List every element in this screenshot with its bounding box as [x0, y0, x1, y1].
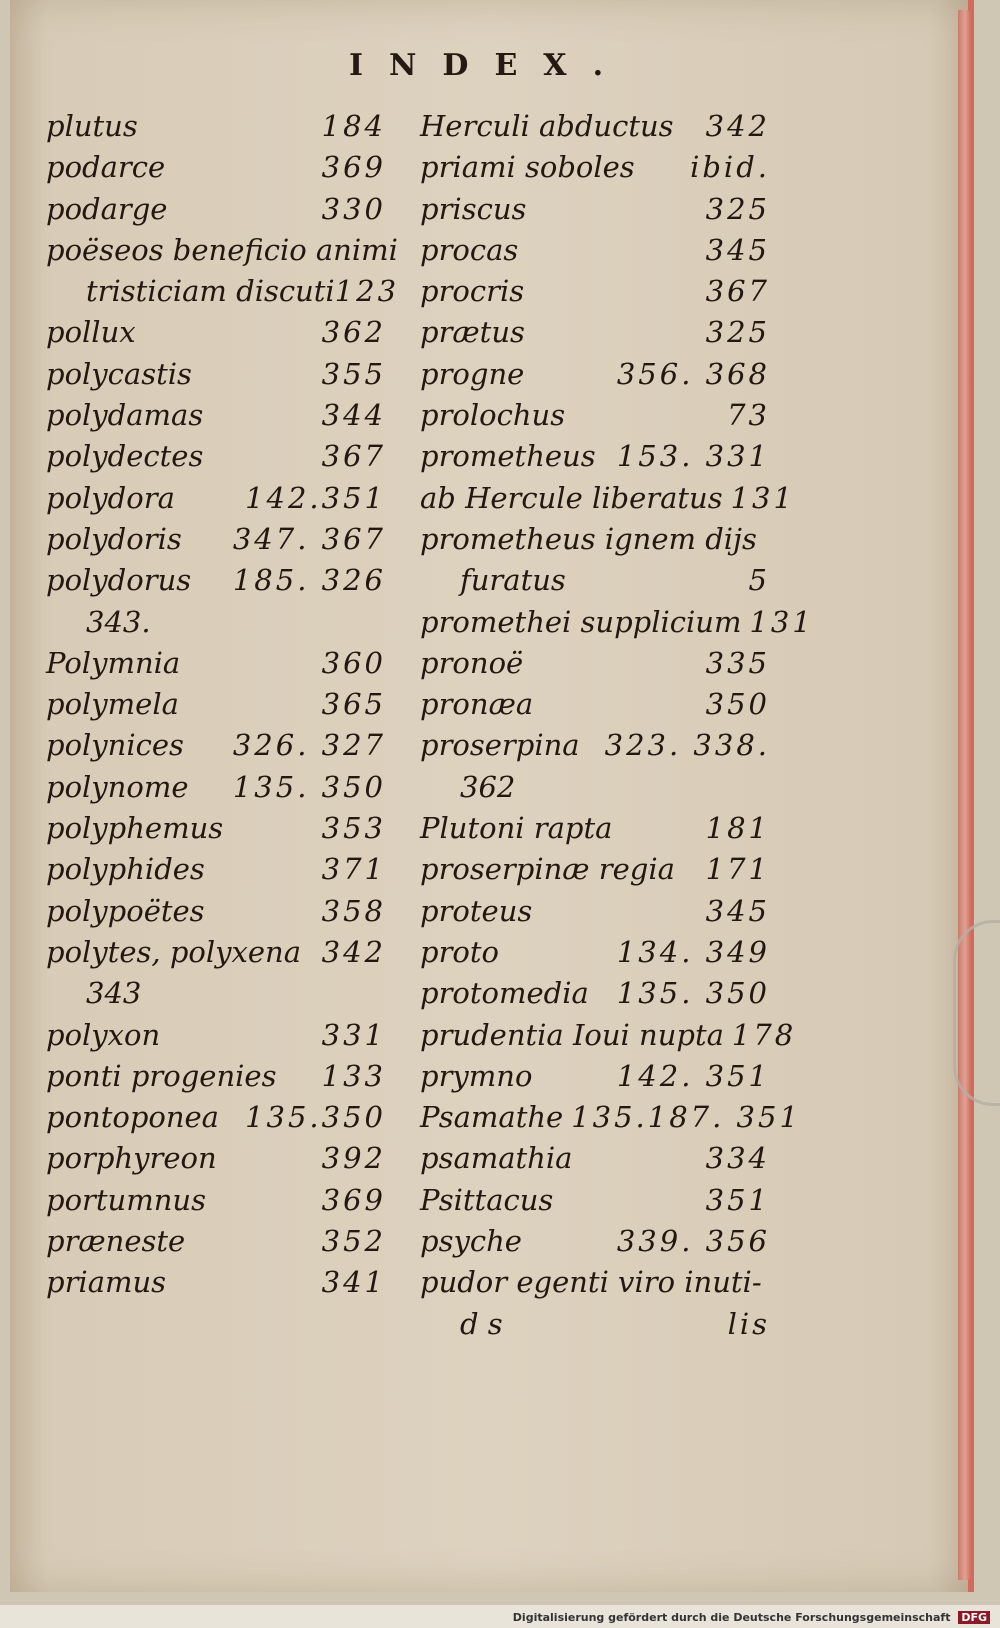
index-page-ref: 342 [321, 934, 386, 969]
index-page-ref: 323. 338. [604, 728, 770, 763]
index-term: prudentia Ioui nupta [420, 1017, 724, 1052]
index-term: polyphides [46, 852, 205, 887]
dfg-logo: DFG [958, 1611, 990, 1624]
index-entry [420, 312, 770, 353]
index-entry [420, 684, 770, 725]
index-page-ref: 347. 367 [232, 521, 386, 556]
index-page-ref: 342 [705, 109, 770, 143]
index-entry [420, 973, 770, 1014]
index-term: 343. [86, 604, 151, 639]
index-page-ref: ibid. [690, 150, 770, 185]
index-entry [46, 478, 386, 519]
index-entry [46, 1056, 386, 1097]
index-page-ref: 326. 327 [232, 728, 386, 763]
index-page-ref: 135. 350 [232, 769, 386, 804]
index-entry [420, 478, 795, 519]
index-page-ref: 184 [321, 109, 386, 143]
index-entry [46, 106, 386, 147]
index-entry [46, 808, 386, 849]
index-term: pronoë [420, 645, 524, 680]
index-term: prometheus ignem dijs [420, 521, 757, 556]
index-term: psamathia [420, 1141, 573, 1176]
index-page-ref: 185. 326 [232, 563, 386, 598]
index-page-ref: 131 [749, 604, 814, 639]
index-term: polydora [46, 480, 175, 515]
index-entry [46, 973, 386, 1014]
index-entry [46, 189, 386, 230]
index-entry [420, 725, 770, 766]
index-entry [46, 312, 386, 353]
index-term: priamus [46, 1265, 167, 1300]
index-page-ref: 362 [321, 315, 386, 350]
index-term: Herculi abductus [420, 109, 674, 143]
index-entry [420, 106, 770, 147]
index-page-ref: 360 [321, 645, 386, 680]
index-term: polynices [46, 728, 184, 763]
index-term: pronæa [420, 687, 534, 722]
index-entry [420, 849, 770, 890]
index-term: proserpinæ regia [420, 852, 675, 887]
index-entry [46, 271, 400, 312]
index-entry [420, 1262, 770, 1303]
index-term: podarce [46, 150, 166, 185]
index-page-ref: 331 [321, 1017, 386, 1052]
index-column-right [420, 106, 814, 1345]
index-term: Polymnia [46, 645, 181, 680]
index-term: polydectes [46, 439, 204, 474]
index-page-ref: 334 [705, 1141, 770, 1176]
index-entry [420, 189, 770, 230]
index-entry [420, 1097, 801, 1138]
index-entry [420, 436, 770, 477]
index-entry [46, 519, 386, 560]
index-page-ref: 131 [730, 480, 795, 515]
index-entry [420, 395, 770, 436]
index-entry [420, 560, 770, 601]
index-term: priscus [420, 191, 527, 226]
index-term: polydoris [46, 521, 182, 556]
index-term: polyphemus [46, 811, 224, 846]
index-term: promethei supplicium [420, 604, 742, 639]
index-entry [420, 808, 770, 849]
index-page-ref: 135.187. 351 [571, 1100, 801, 1135]
index-page-ref: 351 [705, 1182, 770, 1217]
index-entry [420, 767, 770, 808]
index-page-ref: 345 [705, 893, 770, 928]
index-term: poëseos beneficio animi [46, 232, 398, 267]
index-entry [46, 602, 386, 643]
index-term: polycastis [46, 356, 192, 391]
index-page-ref: 5 [748, 563, 770, 598]
index-page-ref: 330 [321, 191, 386, 226]
index-entry [420, 147, 770, 188]
index-page-ref: 367 [321, 439, 386, 474]
index-entry [420, 932, 770, 973]
index-term: procris [420, 274, 525, 309]
index-page-ref: 133 [321, 1058, 386, 1093]
index-entry [420, 1304, 770, 1345]
index-entry [420, 1015, 797, 1056]
index-page-ref: 135.350 [245, 1100, 386, 1135]
index-entry [420, 891, 770, 932]
paper-clip [953, 920, 1000, 1106]
index-entry [46, 1221, 386, 1262]
index-term: psyche [420, 1224, 522, 1259]
index-entry [46, 1097, 386, 1138]
index-term: 343 [86, 976, 142, 1011]
index-page-ref: 350 [705, 687, 770, 722]
credit-text: Digitalisierung gefördert durch die Deutsche Forschungsgemeinschaft [512, 1611, 951, 1624]
index-entry [420, 1221, 770, 1262]
index-term: polydamas [46, 398, 204, 433]
index-term: tristiciam discuti [86, 274, 335, 309]
index-term: plutus [46, 109, 138, 143]
index-entry [420, 271, 770, 312]
index-entry [46, 1138, 386, 1179]
index-term: prymno [420, 1058, 533, 1093]
index-page-ref: 123 [334, 274, 400, 309]
index-term: priami soboles [420, 150, 635, 185]
index-entry [46, 643, 386, 684]
index-page-ref: 178 [731, 1017, 797, 1052]
index-page-ref: 181 [705, 811, 770, 846]
book-page [10, 0, 974, 1592]
index-page-ref: 153. 331 [616, 439, 770, 474]
page-edge [958, 10, 972, 1580]
index-term: proserpina [420, 728, 580, 763]
index-term: portumnus [46, 1182, 206, 1217]
index-page-ref: 339. 356 [616, 1224, 770, 1259]
index-page-ref: 73 [727, 398, 770, 433]
index-entry [46, 684, 386, 725]
index-term: pudor egenti viro inuti- [420, 1265, 762, 1300]
index-entry [420, 602, 814, 643]
index-page-ref: 135. 350 [616, 976, 770, 1011]
index-term: Psittacus [420, 1182, 554, 1217]
index-entry [46, 395, 386, 436]
index-term: Plutoni rapta [420, 811, 613, 846]
index-term: pontoponea [46, 1100, 219, 1135]
index-term: polydorus [46, 563, 192, 598]
index-page-ref: 341 [321, 1265, 386, 1300]
index-term: 362 [460, 769, 516, 804]
index-page-ref: 358 [321, 893, 386, 928]
index-term: podarge [46, 191, 168, 226]
index-page-ref: 371 [321, 852, 386, 887]
index-page-ref: 325 [705, 315, 770, 350]
index-term: protomedia [420, 976, 589, 1011]
index-entry [46, 354, 386, 395]
index-term: polytes, polyxena [46, 934, 301, 969]
index-page-ref: 142. 351 [616, 1058, 770, 1093]
index-page-ref: 353 [321, 811, 386, 846]
index-term: ponti progenies [46, 1058, 277, 1093]
index-entry [46, 849, 386, 890]
index-term: Psamathe [420, 1100, 564, 1135]
index-entry [46, 230, 398, 271]
index-term: pollux [46, 315, 136, 350]
index-term: progne [420, 356, 525, 391]
index-page-ref: 325 [705, 191, 770, 226]
index-page-ref: 344 [321, 398, 386, 433]
digitization-credit [513, 1611, 990, 1624]
index-page-ref: 355 [321, 356, 386, 391]
index-term: d s [460, 1306, 503, 1341]
index-entry [46, 147, 386, 188]
index-entry [46, 891, 386, 932]
index-entry [46, 725, 386, 766]
page-header: INDEX. [348, 48, 630, 83]
index-term: polymela [46, 687, 179, 722]
index-page-ref: 369 [321, 150, 386, 185]
index-term: polynome [46, 769, 189, 804]
index-term: præneste [46, 1224, 186, 1259]
index-entry [420, 643, 770, 684]
index-term: proteus [420, 893, 533, 928]
index-page-ref: 134. 349 [616, 934, 770, 969]
index-term: proto [420, 934, 499, 969]
index-entry [420, 230, 770, 271]
index-page-ref: 335 [705, 645, 770, 680]
index-page-ref: 352 [321, 1224, 386, 1259]
index-entry [420, 1180, 770, 1221]
index-page-ref: 365 [321, 687, 386, 722]
index-page-ref: 367 [705, 274, 770, 309]
index-term: furatus [460, 563, 566, 598]
index-term: procas [420, 232, 519, 267]
index-entry [420, 519, 770, 560]
index-page-ref: 345 [705, 232, 770, 267]
index-entry [420, 354, 770, 395]
index-entry [46, 767, 386, 808]
index-entry [420, 1138, 770, 1179]
index-page-ref: 171 [705, 852, 770, 887]
index-entry [46, 560, 386, 601]
index-page-ref: 142.351 [245, 480, 386, 515]
index-page-ref: lis [727, 1306, 770, 1341]
index-page-ref: 369 [321, 1182, 386, 1217]
index-entry [46, 1262, 386, 1303]
index-entry [46, 932, 386, 973]
index-term: prolochus [420, 398, 566, 433]
index-term: polypoëtes [46, 893, 205, 928]
index-page-ref: 392 [321, 1141, 386, 1176]
index-term: porphyreon [46, 1141, 217, 1176]
index-page-ref: 356. 368 [616, 356, 770, 391]
index-term: prometheus [420, 439, 596, 474]
index-entry [46, 1015, 386, 1056]
index-entry [420, 1056, 770, 1097]
index-column-left [46, 106, 400, 1304]
index-term: ab Hercule liberatus [420, 480, 723, 515]
index-term: polyxon [46, 1017, 161, 1052]
index-entry [46, 1180, 386, 1221]
index-entry [46, 436, 386, 477]
index-term: prætus [420, 315, 525, 350]
